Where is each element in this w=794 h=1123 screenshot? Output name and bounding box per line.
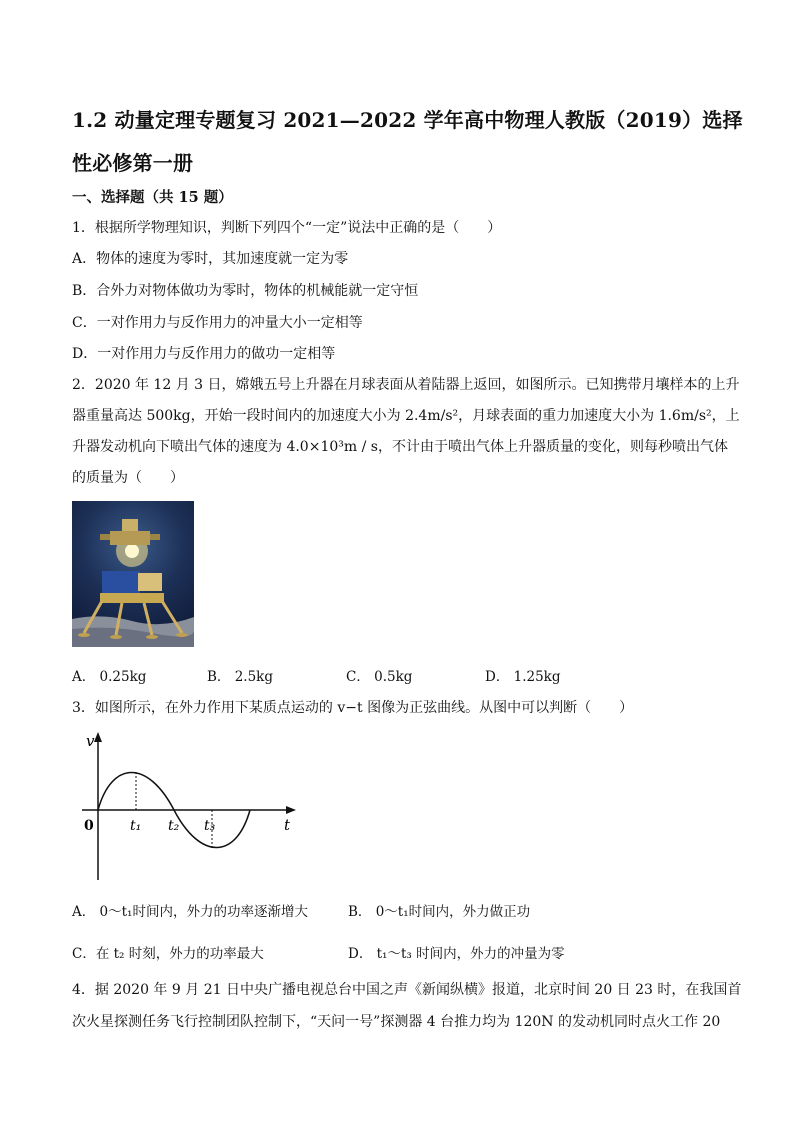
question-1-option-d: D．一对作用力与反作用力的做功一定相等 bbox=[72, 346, 336, 362]
question-3-option-b: B． 0～t₁时间内，外力做正功 bbox=[348, 904, 531, 920]
lunar-ascender-photo bbox=[72, 501, 194, 647]
question-3-option-d: D． t₁～t₃ 时间内，外力的冲量为零 bbox=[348, 946, 565, 962]
question-2-option-a: A． 0.25kg bbox=[72, 669, 147, 685]
v-axis-label: v bbox=[86, 732, 95, 750]
question-4-line-2: 次火星探测任务飞行控制团队控制下，“天问一号”探测器 4 台推力均为 120N 的发动机同时点火工作 20 bbox=[72, 1014, 721, 1030]
origin-label: 0 bbox=[84, 818, 94, 834]
t2-label: t₂ bbox=[168, 818, 180, 834]
t-axis-arrow bbox=[286, 806, 296, 814]
question-2-option-d: D． 1.25kg bbox=[485, 669, 561, 685]
t3-label: t₃ bbox=[204, 818, 216, 834]
question-2-option-b: B． 2.5kg bbox=[207, 669, 274, 685]
question-2-option-c: C． 0.5kg bbox=[346, 669, 413, 685]
section-heading: 一、选择题（共 15 题） bbox=[72, 189, 233, 206]
velocity-time-graph bbox=[80, 730, 300, 882]
question-3-option-a: A． 0～t₁时间内，外力的功率逐渐增大 bbox=[72, 904, 308, 920]
v-axis-arrow bbox=[94, 732, 102, 742]
t-axis-label: t bbox=[284, 816, 291, 834]
question-1-option-c: C．一对作用力与反作用力的冲量大小一定相等 bbox=[72, 315, 363, 331]
question-1-option-a: A．物体的速度为零时，其加速度就一定为零 bbox=[72, 251, 349, 267]
document-title-line-2: 性必修第一册 bbox=[72, 151, 194, 175]
question-1-option-b: B．合外力对物体做功为零时，物体的机械能就一定守恒 bbox=[72, 283, 419, 299]
question-3-stem: 3．如图所示，在外力作用下某质点运动的 v−t 图像为正弦曲线。从图中可以判断（ ） bbox=[72, 700, 634, 716]
question-3-option-c: C．在 t₂ 时刻，外力的功率最大 bbox=[72, 946, 264, 962]
question-2-line-2: 器重量高达 500kg，开始一段时间内的加速度大小为 2.4m/s²，月球表面的重力加速度大小为 1.6m/s²，上 bbox=[72, 408, 740, 424]
question-4-line-1: 4．据 2020 年 9 月 21 日中央广播电视总台中国之声《新闻纵横》报道，北京时间 20 日 23 时，在我国首 bbox=[72, 982, 742, 998]
question-2-line-4: 的质量为（ ） bbox=[72, 470, 184, 486]
document-title-line-1: 1.2 动量定理专题复习 2021—2022 学年高中物理人教版（2019）选择 bbox=[72, 108, 743, 132]
question-1-stem: 1．根据所学物理知识，判断下列四个“一定”说法中正确的是（ ） bbox=[72, 220, 502, 236]
question-2-line-3: 升器发动机向下喷出气体的速度为 4.0×10³m / s，不计由于喷出气体上升器质量的变化，则每秒喷出气体 bbox=[72, 439, 728, 455]
question-2-line-1: 2．2020 年 12 月 3 日，嫦娥五号上升器在月球表面从着陆器上返回，如图所示。已知携带月壤样本的上升 bbox=[72, 377, 740, 393]
t1-label: t₁ bbox=[130, 818, 142, 834]
